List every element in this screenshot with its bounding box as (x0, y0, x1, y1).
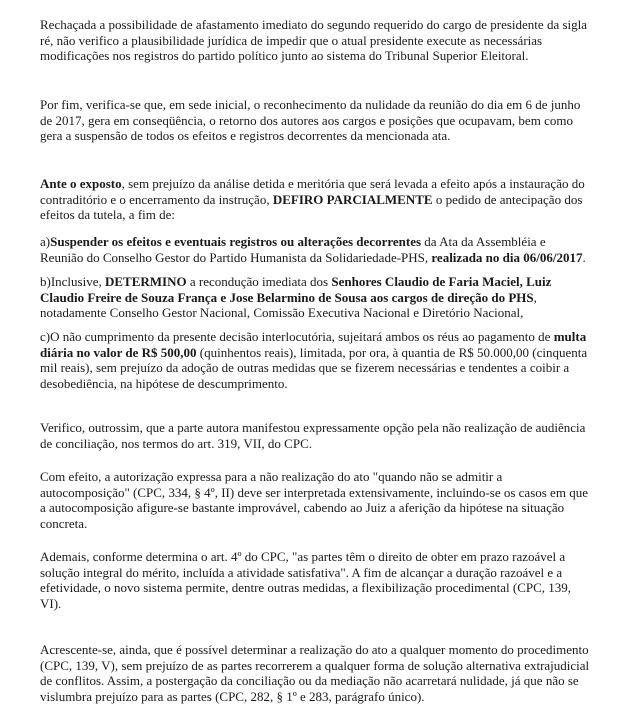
text-line (40, 113, 580, 129)
text-run: efetividade, o novo sistema permite, dentre outras medidas, a flexibilização procedimental (CPC, 139, (40, 580, 572, 596)
text-line (40, 565, 580, 581)
bold-text-run: Ante o exposto (40, 176, 122, 191)
paragraph-cpc-art4 (40, 549, 580, 611)
bold-text-run: DEFIRO PARCIALMENTE (272, 191, 433, 207)
text-line (40, 274, 580, 290)
bold-text-run: DETERMINO (104, 274, 187, 289)
text-run: de conciliação, nos termos do art. 319, VII, do CPC. (40, 435, 312, 451)
text-run: a) (40, 234, 51, 249)
text-line (40, 234, 580, 250)
bold-text-run: diária no valor de R$ 500,00 (40, 344, 197, 360)
text-run: contraditório e o encerramento da instrução, (40, 191, 273, 207)
text-line (40, 97, 580, 113)
text-run: gera a suspensão de todos os efeitos e registros decorrentes da mencionada ata. (40, 128, 451, 144)
text-line (40, 596, 580, 612)
bold-text-run: Suspender os efeitos e eventuais registros ou alterações decorrentes (50, 234, 422, 249)
text-run: , sem prejuízo da análise detida e meritória que será levada a efeito após a instauração do (121, 176, 585, 191)
paragraph-item-a-suspension (40, 234, 586, 265)
text-run: a autocomposição afigure-se bastante improvável, cabendo ao Juiz a aferição da hipótese na situação (40, 500, 565, 516)
text-run: ré, não verifico a plausibilidade jurídica de impedir que o atual presidente execute as necessárias (40, 32, 543, 48)
text-run: modificações nos registros do partido político junto ao sistema do Tribunal Superior Eleitoral. (40, 48, 529, 64)
text-line (40, 484, 588, 501)
paragraph-conciliation-option (40, 420, 586, 451)
text-line (40, 33, 580, 49)
text-line (40, 360, 580, 376)
text-run: Verifico, outrossim, que a parte autora manifestou expressamente opção pela não realização de audiência (40, 420, 586, 435)
text-line (40, 436, 580, 452)
text-line (40, 249, 586, 266)
text-run: VI). (40, 595, 62, 611)
paragraph-item-c-fine (40, 329, 588, 391)
text-run: de 2017, gera em conseqüência, o retorno dos autores aos cargos e posições que ocupavam, bem como (40, 112, 573, 128)
text-line (40, 469, 580, 485)
text-run: vislumbra prejuízo para as partes (CPC, 282, § 1º e 283, parágrafo único). (40, 688, 425, 704)
text-run: (quinhentos reais), limitada, por ora, à quantia de R$ 50.000,00 (cinquenta (196, 344, 588, 360)
text-line (40, 17, 588, 33)
text-run: solução integral do mérito, incluída a atividade satisfativa". A fim de alcançar a duração razoável e a (40, 564, 563, 580)
text-line (40, 500, 580, 516)
text-line (40, 657, 590, 674)
text-run: Reunião do Conselho Gestor do Partido Humanista da Solidariedade-PHS, (40, 249, 432, 265)
text-line (40, 673, 580, 689)
bold-text-run: Claudio Freire de Souza França e Jose Belarmino de Sousa aos cargos de direção do PHS (40, 289, 534, 305)
text-run: b)Inclusive, (40, 274, 105, 289)
text-line (40, 642, 589, 658)
text-run: de conflitos. Assim, a postergação da conciliação ou da mediação não acarretará nulidade, já que não se (40, 673, 579, 689)
text-line (40, 207, 580, 223)
text-run: a recondução imediata dos (186, 274, 332, 289)
paragraph-autocomposition (40, 469, 588, 531)
bold-text-run: multa (553, 329, 587, 344)
text-line (40, 420, 586, 436)
text-line (40, 48, 580, 64)
text-line (40, 191, 583, 208)
text-line (40, 305, 580, 321)
paragraph-rejection-removal (40, 17, 588, 64)
text-line (40, 128, 580, 144)
text-run: o pedido de antecipação dos (432, 191, 583, 207)
text-run: c)O não cumprimento da presente decisão interlocutória, sujeitará ambos os réus ao pagamento de (40, 329, 554, 344)
paragraph-item-b-reinstatement (40, 274, 580, 321)
text-run: Acrescente-se, ainda, que é possível determinar a realização do ato a qualquer momento do procedimento (40, 642, 589, 657)
text-line (40, 689, 580, 705)
text-run: desobediência, na hipótese de descumprimento. (40, 375, 288, 391)
text-run: Com efeito, a autorização expressa para a não realização do ato "quando não se admitir a (40, 469, 503, 484)
text-run: Rechaçada a possibilidade de afastamento imediato do segundo requerido do cargo de presidente da sigla (40, 17, 588, 32)
bold-text-run: realizada no dia 06/06/2017 (431, 249, 583, 265)
text-run: efeitos da tutela, a fim de: (40, 207, 176, 223)
text-run: mil reais), sem prejuízo da adoção de outras medidas que se fizerem necessárias e tendentes a coibir a (40, 360, 570, 376)
paragraph-meeting-nullity (40, 97, 580, 144)
text-line (40, 516, 580, 532)
text-run: . (582, 249, 586, 265)
text-line (40, 549, 580, 565)
text-run: Por fim, verifica-se que, em sede inicial, o reconhecimento da nulidade da reunião do dia em 6 de junho (40, 97, 581, 112)
text-line (40, 580, 580, 596)
paragraph-ruling-intro (40, 176, 585, 223)
text-run: da Ata da Assembléia e (421, 234, 546, 249)
text-run: notadamente Conselho Gestor Nacional, Comissão Executiva Nacional e Diretório Nacional, (40, 305, 524, 321)
bold-text-run: Senhores Claudio de Faria Maciel, Luiz (331, 274, 552, 289)
text-line (40, 290, 580, 306)
paragraph-procedure-timing (40, 642, 590, 704)
text-line (40, 176, 585, 192)
text-run: Ademais, conforme determina o art. 4º do CPC, "as partes têm o direito de obter em prazo razoável a (40, 549, 566, 564)
text-run: autocomposição" (CPC, 334, § 4º, II) deve ser interpretada extensivamente, incluindo-se os casos em que (40, 484, 588, 500)
text-run: concreta. (40, 515, 88, 531)
text-run: (CPC, 139, V), sem prejuízo de as partes recorrerem a qualquer forma de solução alternativa extrajudicial (40, 657, 590, 673)
text-line (40, 329, 587, 345)
text-run: , (533, 289, 537, 305)
text-line (40, 344, 588, 361)
text-line (40, 376, 580, 392)
